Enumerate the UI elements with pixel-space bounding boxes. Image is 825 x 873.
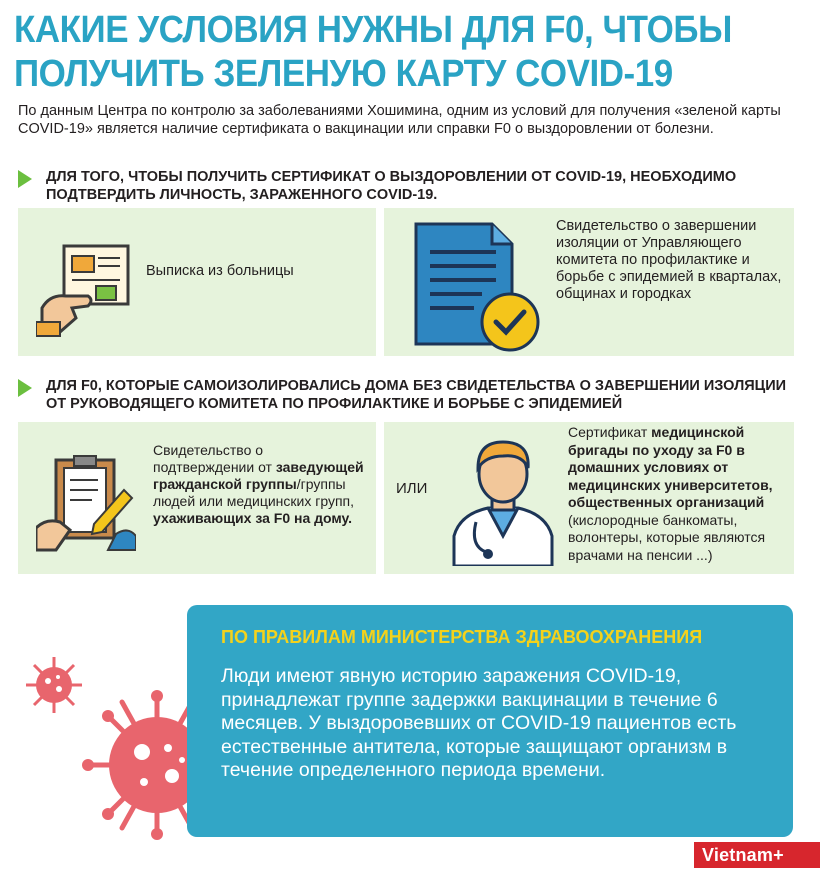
hospital-discharge-icon [36,238,136,338]
medical-team-certificate-text: Сертификат медицинской бригады по уходу за F0 в домашних условиях от медицинских университетов, общественных организаций (кислородные банкоматы, волонтеры, которые являются врачами на пенсии ...) [568,424,773,563]
hospital-discharge-text: Выписка из больницы [146,263,294,279]
intro-paragraph: По данным Центра по контролю за заболеваниями Хошимина, одним из условий для получения «зеленой карты COVID-19» является наличие сертификата о вакцинации или справки F0 о выздоровлении от болезни. [18,103,781,137]
page-title: КАКИЕ УСЛОВИЯ НУЖНЫ ДЛЯ F0, ЧТОБЫ ПОЛУЧИТЬ ЗЕЛЕНУЮ КАРТУ COVID-19 [14,9,732,95]
isolation-certificate-text: Свидетельство о завершении изоляции от Управляющего комитета по профилактике и борьбе с эпидемией в кварталах, общинах и городках [556,218,782,302]
arrow-right-icon [18,379,32,397]
clipboard-pen-icon [36,454,136,554]
or-label: ИЛИ [396,480,428,497]
vietnamplus-logo [694,842,820,868]
panel-group-certificate [18,422,376,574]
doctor-icon [448,436,558,566]
section2-heading-text: ДЛЯ F0, КОТОРЫЕ САМОИЗОЛИРОВАЛИСЬ ДОМА БЕЗ СВИДЕТЕЛЬСТВА О ЗАВЕРШЕНИИ ИЗОЛЯЦИИ ОТ РУКОВОДЯЩЕГО КОМИТЕТА ПО ПРОФИЛАКТИКЕ И БОРЬБЕ С ЭПИДЕМИЕЙ [46,378,787,412]
arrow-right-icon [18,170,32,188]
section1-heading-text: ДЛЯ ТОГО, ЧТОБЫ ПОЛУЧИТЬ СЕРТИФИКАТ О ВЫЗДОРОВЛЕНИИ ОТ COVID-19, НЕОБХОДИМО ПОДТВЕРДИТЬ ЛИЧНОСТЬ, ЗАРАЖЕННОГО COVID-19. [46,169,737,203]
panel-medical-team-certificate [384,422,794,574]
section1-heading [18,168,808,204]
logo-text: Vietnam+ [702,845,784,865]
virus-icon [24,655,84,715]
ministry-body: Люди имеют явную историю заражения COVID-19, принадлежат группе задержки вакцинации в течение 6 месяцев. У выздоровевших от COVID-19 пациентов есть естественные антитела, которые защищают организм в течение определенного периода времени. [221,665,737,781]
certificate-check-icon [412,222,542,352]
panel-hospital-discharge [18,208,376,356]
group-certificate-text: Свидетельство о подтверждении от заведующей гражданской группы/группы людей или медицинских групп, ухаживающих за F0 на дому. [153,442,364,526]
section2-heading [18,377,808,413]
panel-isolation-certificate [384,208,794,356]
ministry-heading: ПО ПРАВИЛАМ МИНИСТЕРСТВА ЗДРАВООХРАНЕНИЯ [221,627,703,647]
ministry-rules-box [187,605,793,837]
